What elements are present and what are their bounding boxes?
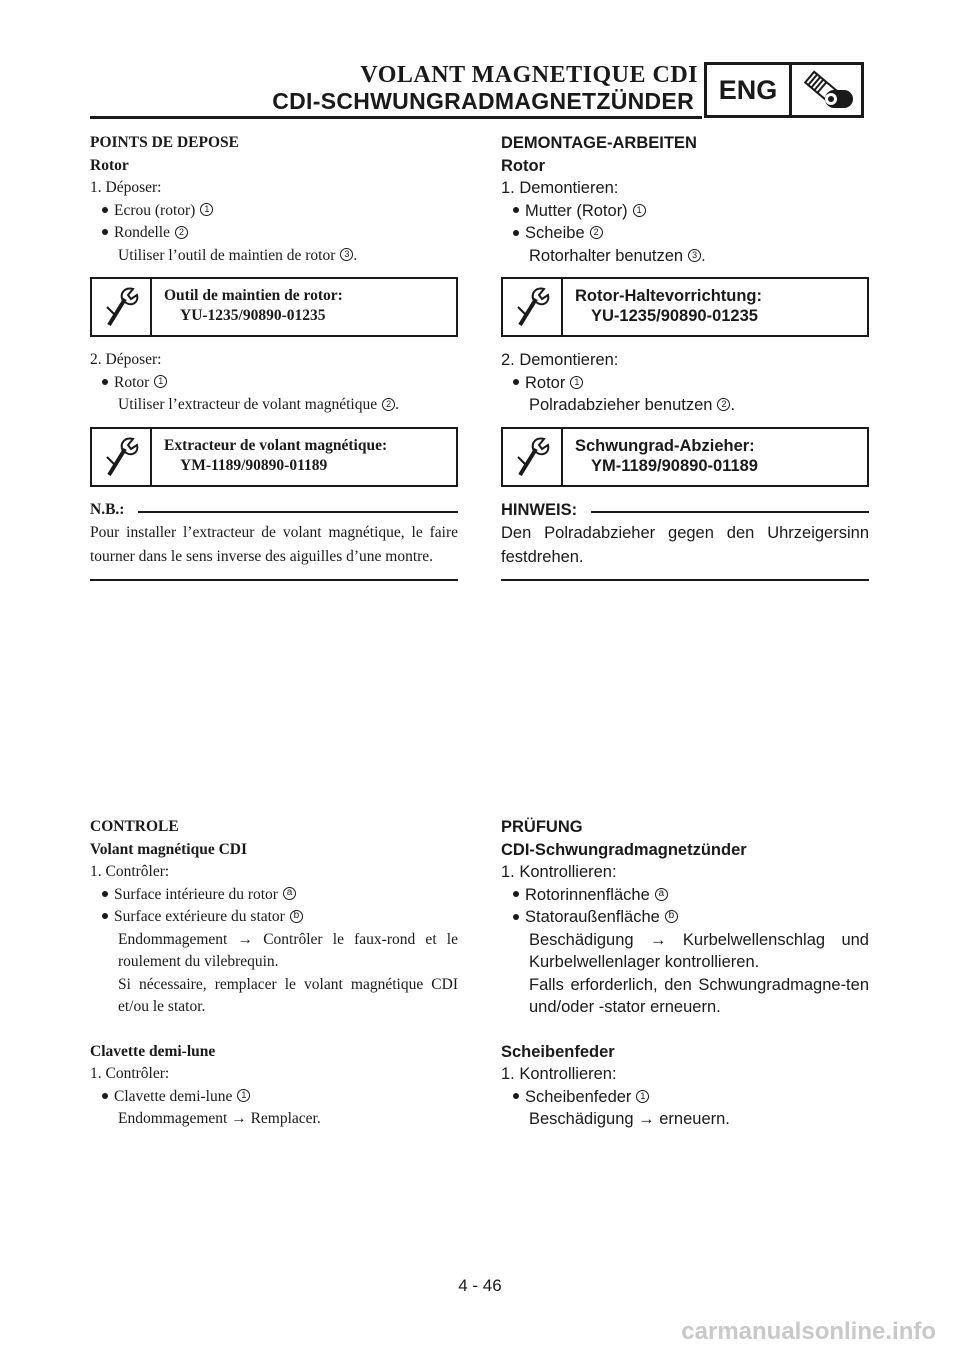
de-bullet-2-note: Rotorhalter benutzen 3 . xyxy=(529,246,706,265)
de-bullet-3: Scheibenfeder 1 xyxy=(501,1086,869,1109)
callout-number: 1 xyxy=(154,375,167,388)
callout-number: 1 xyxy=(237,1089,250,1102)
de-step-1: 1. Kontrollieren: xyxy=(501,863,617,881)
callout-number: 3 xyxy=(340,248,353,261)
fr-bullet-3-note: Endommagement → Remplacer. xyxy=(118,1110,321,1127)
de-note-header xyxy=(501,499,869,522)
callout-number: 2 xyxy=(175,226,188,239)
de-subsection-title: Rotor xyxy=(501,156,545,175)
de-bullet-2: Scheibe 2 xyxy=(501,222,869,245)
fr-section-title: CONTROLE xyxy=(90,818,179,835)
callout-number: 2 xyxy=(717,398,730,411)
wrench-icon xyxy=(92,279,152,335)
fr-tool-2-part-number: YM-1189/90890-01189 xyxy=(180,456,328,474)
fr-tool-1-name: Outil de maintien de rotor: xyxy=(164,287,343,304)
fr-tool-box-2 xyxy=(90,427,458,487)
fr-tool-box-1 xyxy=(90,277,458,337)
fr-bullet-1: Ecrou (rotor) 1 xyxy=(90,200,458,223)
callout-number: 2 xyxy=(382,398,395,411)
watermark: carmanualsonline.info xyxy=(681,1318,936,1345)
fr-step-2: 2. Déposer: xyxy=(90,351,162,368)
fr-removal-column xyxy=(90,132,458,581)
de-note-text: Den Polradabzieher gegen den Uhrzeigersinn festdrehen. xyxy=(501,524,869,566)
fr-inspection-column xyxy=(90,816,458,1131)
fr-note-label: N.B.: xyxy=(90,500,125,518)
fr-bullet-2: Surface extérieure du stator b xyxy=(90,906,458,929)
fr-tool-1-part-number: YU-1235/90890-01235 xyxy=(180,307,326,324)
de-subsection-title: CDI-Schwungradmagnetzünder xyxy=(501,840,747,859)
page-number: 4 - 46 xyxy=(458,1276,502,1295)
de-tool-2-part-number: YM-1189/90890-01189 xyxy=(591,456,758,475)
fr-bullet-3-note: Utiliser l’extracteur de volant magnétique 2 . xyxy=(118,396,399,413)
fr-step-1: 1. Déposer: xyxy=(90,179,162,196)
de-section-title: DEMONTAGE-ARBEITEN xyxy=(501,134,697,152)
fr-step-1: 1. Contrôler: xyxy=(90,863,170,880)
de-bullet-3-note: Beschädigung → erneuern. xyxy=(529,1110,730,1128)
fr-bullet-1: Surface intérieure du rotor a xyxy=(90,884,458,907)
section-tag xyxy=(704,62,864,118)
fr-subsection-2-title: Clavette demi-lune xyxy=(90,1042,216,1060)
de-removal-column xyxy=(501,132,869,581)
de-bullet-1: Mutter (Rotor) 1 xyxy=(501,200,869,223)
fr-section-title: POINTS DE DEPOSE xyxy=(90,134,240,151)
header-title-fr: VOLANT MAGNETIQUE CDI xyxy=(360,62,698,88)
fr-tool-2-name: Extracteur de volant magnétique: xyxy=(164,436,388,454)
fr-subsection-title: Volant magnétique CDI xyxy=(90,840,248,858)
de-section-title: PRÜFUNG xyxy=(501,818,583,836)
header-rule xyxy=(90,116,702,119)
de-bullet-2: Statoraußenfläche b xyxy=(501,906,869,929)
de-note-label: HINWEIS: xyxy=(501,500,578,519)
callout-number: 1 xyxy=(570,376,583,389)
fr-note-body xyxy=(90,521,458,569)
callout-letter: b xyxy=(665,910,678,923)
de-tool-box-2 xyxy=(501,427,869,487)
callout-number: 1 xyxy=(200,203,213,216)
de-note-end-rule xyxy=(501,579,869,581)
de-tool-box-1 xyxy=(501,277,869,337)
callout-number: 3 xyxy=(688,249,701,262)
fr-note-header xyxy=(90,499,458,522)
fr-bullet-2-note: Utiliser l’outil de maintien de rotor 3 . xyxy=(118,246,358,264)
callout-letter: a xyxy=(283,887,296,900)
callout-letter: b xyxy=(290,910,303,923)
header-title-de: CDI-SCHWUNGRADMAGNETZÜNDER xyxy=(272,88,694,114)
de-bullet-2-note: Beschädigung → Kurbelwellenschlag und Kurbelwellenlager kontrollieren. Falls erforderlich, den Schwungradmagne-ten und/oder -stator erneuern. xyxy=(529,930,869,1016)
wrench-icon xyxy=(503,429,563,485)
fr-bullet-3: Rotor 1 xyxy=(90,372,458,395)
fr-step-2: 1. Contrôler: xyxy=(90,1065,170,1082)
de-step-2: 2. Demontieren: xyxy=(501,351,619,369)
section-tag-label: ENG xyxy=(707,65,792,115)
de-tool-1-name: Rotor-Haltevorrichtung: xyxy=(575,287,762,305)
fr-bullet-2: Rondelle 2 xyxy=(90,222,458,245)
fr-bullet-2-note: Endommagement → Contrôler le faux-rond et le roulement du vilebrequin. Si nécessaire, remplacer le volant magnétique CDI et/ou le stator. xyxy=(118,930,458,1015)
fr-bullet-3: Clavette demi-lune 1 xyxy=(90,1086,458,1109)
callout-number: 1 xyxy=(636,1090,649,1103)
de-bullet-1: Rotorinnenfläche a xyxy=(501,884,869,907)
de-bullet-3-note: Polradabzieher benutzen 2 . xyxy=(529,396,736,414)
de-tool-1-part-number: YU-1235/90890-01235 xyxy=(591,307,758,325)
wrench-icon xyxy=(92,429,152,485)
de-bullet-3: Rotor 1 xyxy=(501,372,869,395)
de-step-1: 1. Demontieren: xyxy=(501,179,619,197)
de-note-body xyxy=(501,521,869,569)
callout-number: 2 xyxy=(590,226,603,239)
de-tool-2-name: Schwungrad-Abzieher: xyxy=(575,436,755,455)
wrench-icon xyxy=(503,279,563,335)
de-step-2: 1. Kontrollieren: xyxy=(501,1065,617,1083)
engine-tools-icon xyxy=(792,65,861,115)
de-inspection-column xyxy=(501,816,869,1131)
de-subsection-2-title: Scheibenfeder xyxy=(501,1042,615,1061)
fr-subsection-title: Rotor xyxy=(90,156,129,174)
callout-number: 1 xyxy=(633,204,646,217)
fr-note-end-rule xyxy=(90,579,458,581)
fr-note-text: Pour installer l’extracteur de volant magnétique, le faire tourner dans le sens inverse des aiguilles d’une montre. xyxy=(90,524,458,565)
callout-letter: a xyxy=(655,888,668,901)
